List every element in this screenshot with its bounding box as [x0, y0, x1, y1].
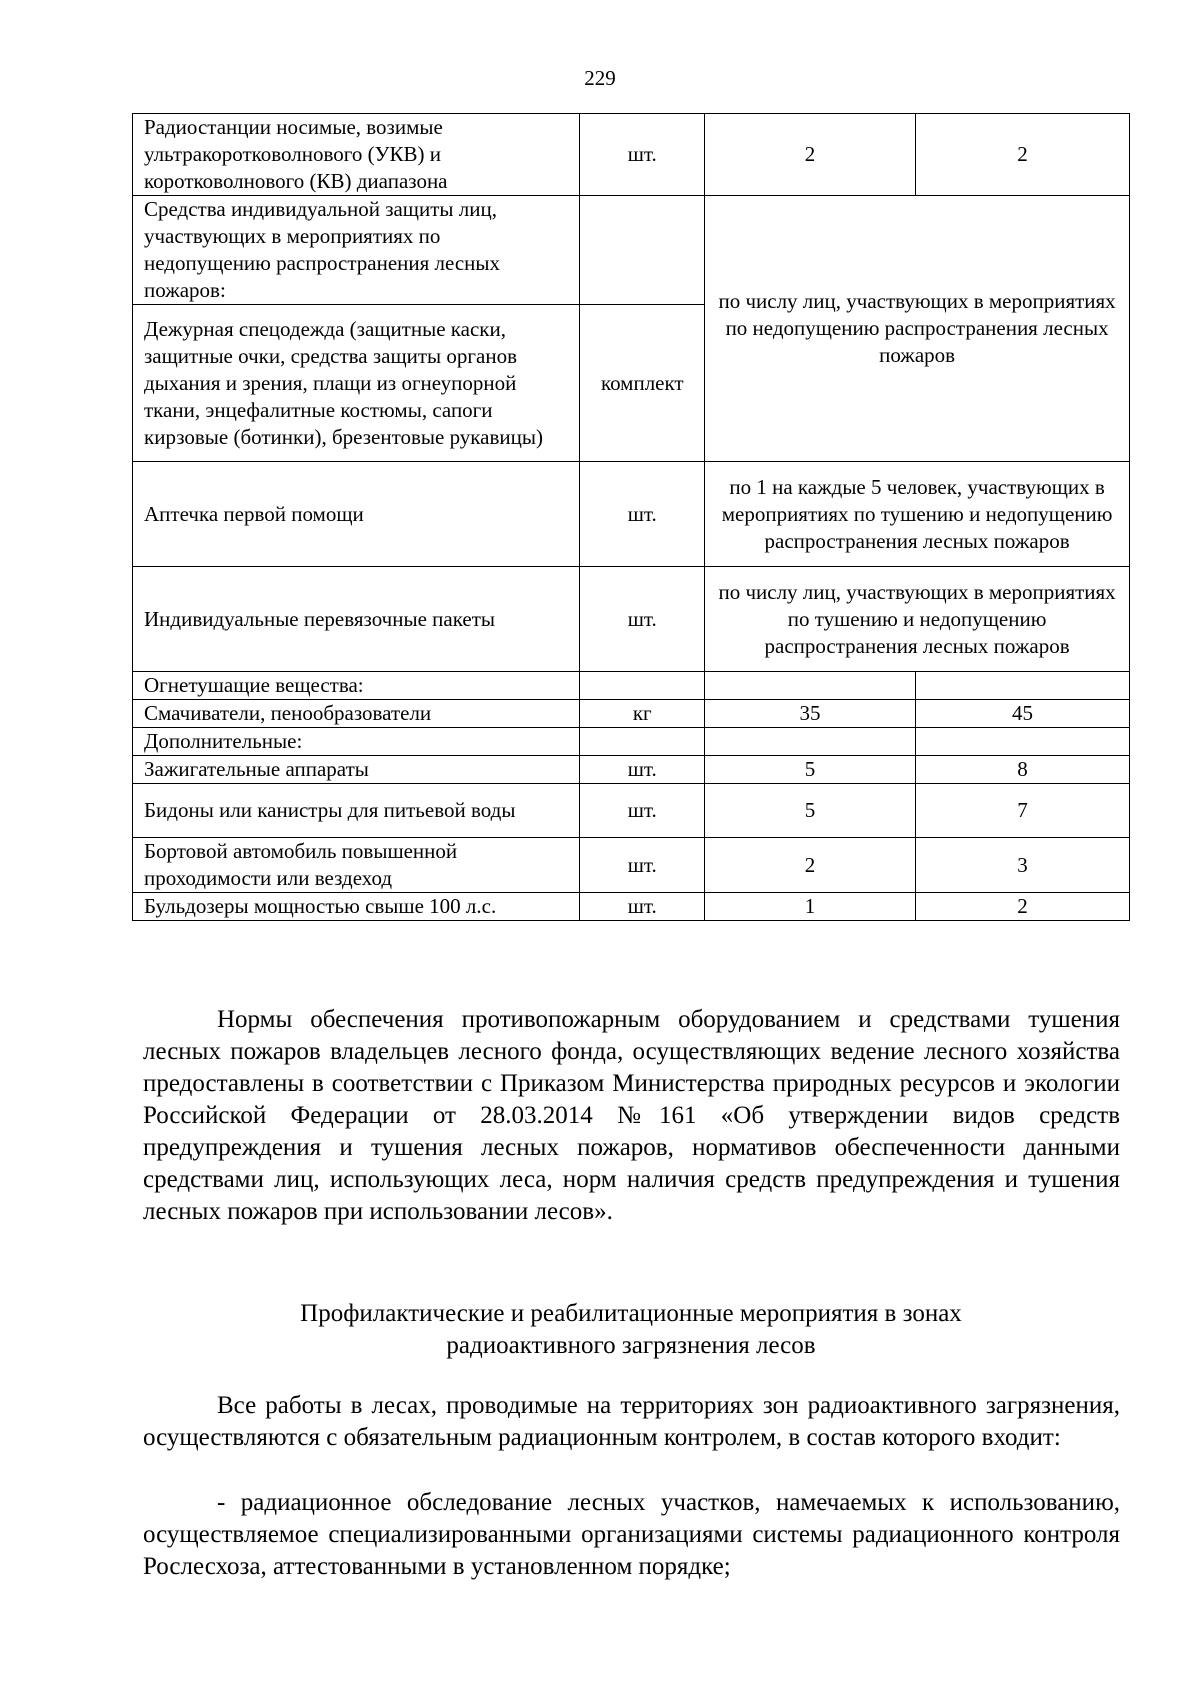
item-unit: шт. [580, 462, 705, 567]
item-norm-col1: 1 [705, 893, 916, 921]
item-unit: комплект [580, 305, 705, 462]
table-row [133, 462, 1130, 567]
empty-cell [915, 672, 1129, 700]
item-norm-col1: 5 [705, 756, 916, 784]
item-name: Аптечка первой помощи [133, 462, 580, 567]
empty-cell [580, 672, 705, 700]
item-norm-col2: 2 [915, 893, 1129, 921]
empty-cell [705, 728, 916, 756]
page-number: 229 [584, 66, 616, 90]
merged-norm-cell: по числу лиц, участвующих в мероприятиях по недопущению распространения лесных пожаров [705, 196, 1130, 462]
table-row [133, 838, 1130, 893]
item-name: Бульдозеры мощностью свыше 100 л.с. [133, 893, 580, 921]
paragraph-radiation-control: Все работы в лесах, проводимые на территориях зон радиоактивного загрязнения, осуществляются с обязательным радиационным контролем, в состав которого входит: [143, 1392, 1120, 1451]
table-row [133, 700, 1130, 728]
table-row [133, 672, 1130, 700]
section-heading [132, 1298, 1130, 1362]
item-name: Индивидуальные перевязочные пакеты [133, 567, 580, 672]
item-unit: кг [580, 700, 705, 728]
group-header: Огнетушащие вещества: [133, 672, 580, 700]
empty-cell [580, 728, 705, 756]
paragraph-radiation-survey: - радиационное обследование лесных участков, намечаемых к использованию, осуществляемое специализированными организациями системы радиационного контроля Рослесхоза, аттестованными в установленном порядке; [143, 1489, 1120, 1580]
item-norm-col1: 5 [705, 784, 916, 838]
table-row [133, 784, 1130, 838]
empty-cell [705, 672, 916, 700]
item-name: Смачиватели, пенообразователи [133, 700, 580, 728]
empty-cell [915, 728, 1129, 756]
group-header: Дополнительные: [133, 728, 580, 756]
table-row [133, 114, 1130, 196]
item-norm-col1: 2 [705, 114, 916, 196]
item-name: Дежурная спецодежда (защитные каски, защитные очки, средства защиты органов дыхания и зрения, плащи из огнеупорной ткани, энцефалитные костюмы, сапоги кирзовые (ботинки), брезентовые рукавицы) [133, 305, 580, 462]
item-name: Зажигательные аппараты [133, 756, 580, 784]
item-unit: шт. [580, 567, 705, 672]
table-row [133, 196, 1130, 305]
item-unit: шт. [580, 756, 705, 784]
paragraph-norms-reference: Нормы обеспечения противопожарным оборудованием и средствами тушения лесных пожаров владельцев лесного фонда, осуществляющих ведение лесного хозяйства предоставлены в соответствии с Приказом Министерства природных ресурсов и экологии Российской Федерации от 28.03.2014 №161 «Об утверждении видов средств предупреждения и тушения лесных пожаров, нормативов обеспеченности данными средствами лиц, использующих леса, норм наличия средств предупреждения и тушения лесных пожаров при использовании лесов». [143, 1006, 1120, 1225]
item-name: Бидоны или канистры для питьевой воды [133, 784, 580, 838]
table-row [133, 893, 1130, 921]
item-norm-col1: 2 [705, 838, 916, 893]
item-norm-col2: 3 [915, 838, 1129, 893]
item-unit-empty [580, 196, 705, 305]
item-norm-col1: 35 [705, 700, 916, 728]
section-heading-line: Профилактические и реабилитационные мероприятия в зонах [300, 1300, 962, 1327]
item-norm-col2: 45 [915, 700, 1129, 728]
item-norm-col2: 2 [915, 114, 1129, 196]
item-norm-merged: по числу лиц, участвующих в мероприятиях по тушению и недопущению распространения лесных пожаров [705, 567, 1130, 672]
table-row [133, 756, 1130, 784]
item-name: Бортовой автомобиль повышенной проходимости или вездеход [133, 838, 580, 893]
item-unit: шт. [580, 114, 705, 196]
item-norm-merged: по 1 на каждые 5 человек, участвующих в мероприятиях по тушению и недопущению распространения лесных пожаров [705, 462, 1130, 567]
table-row [133, 567, 1130, 672]
item-unit: шт. [580, 784, 705, 838]
item-unit: шт. [580, 893, 705, 921]
section-heading-line: радиоактивного загрязнения лесов [446, 1332, 816, 1359]
item-norm-col2: 7 [915, 784, 1129, 838]
item-name: Радиостанции носимые, возимые ультракоротковолнового (УКВ) и коротковолнового (КВ) диапазона [133, 114, 580, 196]
item-name: Средства индивидуальной защиты лиц, участвующих в мероприятиях по недопущению распространения лесных пожаров: [133, 196, 580, 305]
item-norm-col2: 8 [915, 756, 1129, 784]
equipment-norms-table [132, 113, 1130, 921]
item-unit: шт. [580, 838, 705, 893]
table-row [133, 728, 1130, 756]
